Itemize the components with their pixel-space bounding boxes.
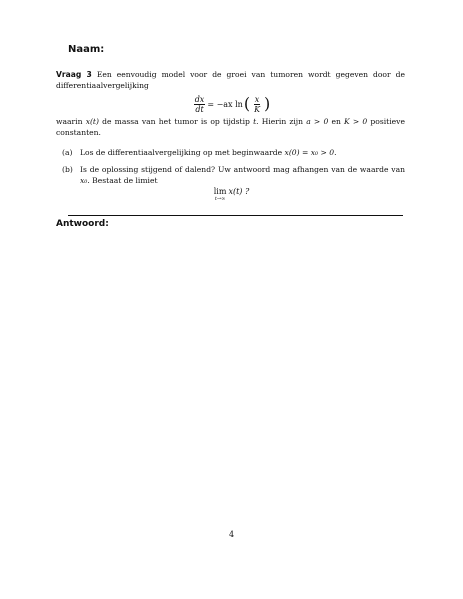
log-argument-fraction: $\frac{x}{K}$ (254, 94, 261, 114)
sub-question-b: (b) Is de oplossing stijgend of dalend? Uw antwoord mag afhangen van de waarde van x₀. Bestaat de limiet (62, 165, 405, 186)
question-label: Vraag 3 (56, 70, 92, 79)
sub-question-a: (a) Los de differentiaalvergelijking op met beginwaarde x(0) = x₀ > 0. (62, 148, 337, 157)
answer-label: Antwoord: (56, 219, 109, 229)
name-label: Naam: (68, 44, 105, 55)
question-intro-text: Een eenvoudig model voor de groei van tumoren wordt gegeven door de differentiaalvergelijking (56, 70, 405, 91)
page-number: 4 (228, 530, 235, 539)
differential-equation: $\frac{dx}{dt}$ = −ax ln ( $\frac{x}{K}$ ) (194, 94, 271, 114)
divider-line (68, 215, 403, 216)
question-context: waarin x(t) de massa van het tumor is op tijdstip t. Hierin zijn a > 0 en K > 0 positieve constanten. (56, 117, 405, 138)
limit-expression: lim t→∞ x(t) ? (213, 187, 250, 202)
sub-questions (62, 147, 405, 193)
derivative-fraction: $\frac{dx}{dt}$ (194, 94, 205, 114)
equation-rhs: = −ax ln (207, 99, 243, 109)
question-intro (56, 69, 405, 91)
